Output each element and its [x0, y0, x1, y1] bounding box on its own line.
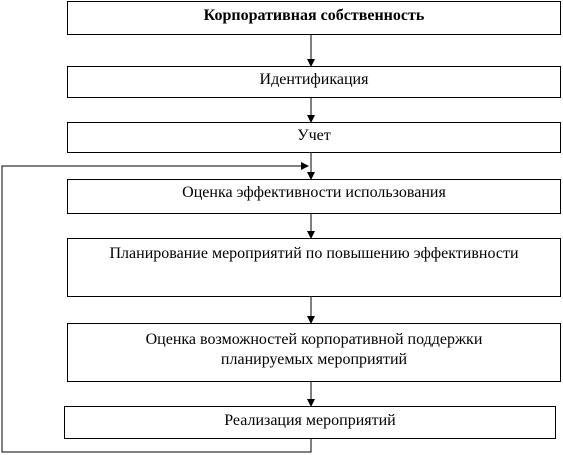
box-corporate-property — [67, 1, 561, 35]
box-label: Оценка эффективности использования — [182, 184, 446, 201]
box-label: Планирование мероприятий по повышению эффективности — [109, 245, 519, 262]
box-label: Учет — [297, 127, 331, 144]
box-measures-implementation — [64, 406, 556, 439]
box-accounting — [67, 122, 561, 153]
box-identification — [67, 66, 561, 98]
box-usage-efficiency-assessment — [67, 179, 561, 214]
box-label-line-2: планируемых мероприятий — [220, 351, 408, 368]
box-support-capabilities-assessment — [67, 323, 561, 382]
box-label: Идентификация — [259, 71, 369, 88]
box-efficiency-measures-planning — [67, 238, 561, 297]
box-label: Корпоративная собственность — [203, 7, 425, 24]
box-label-line-1: Оценка возможностей корпоративной поддержки — [145, 331, 483, 348]
box-label: Реализация мероприятий — [224, 412, 396, 429]
